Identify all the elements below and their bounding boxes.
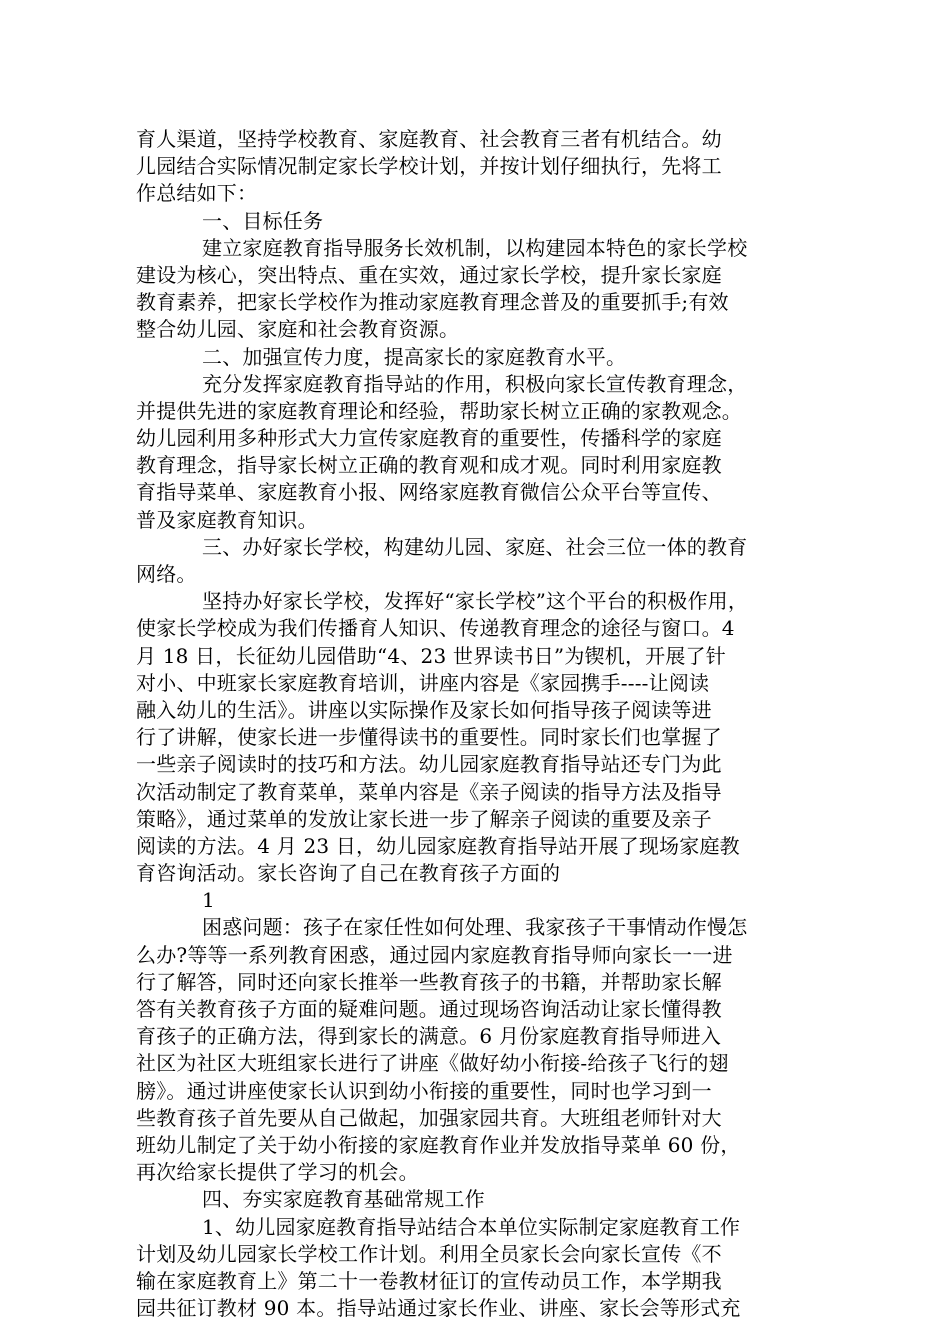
text-line: 四、夯实家庭教育基础常规工作 <box>202 1187 485 1212</box>
text-line: 策略》，通过菜单的发放让家长进一步了解亲子阅读的重要及亲子 <box>136 806 712 831</box>
text-line: 育咨询活动。家长咨询了自己在教育孩子方面的 <box>136 861 561 886</box>
text-line: 教育素养，把家长学校作为推动家庭教育理念普及的重要抓手;有效 <box>136 290 729 315</box>
text-line: 建设为核心，突出特点、重在实效，通过家长学校，提升家长家庭 <box>136 262 722 287</box>
text-line: 充分发挥家庭教育指导站的作用，积极向家长宣传教育理念， <box>202 371 748 396</box>
text-line: 园共征订教材 90 本。指导站通过家长作业、讲座、家长会等形式充 <box>136 1296 741 1321</box>
text-line: 儿园结合实际情况制定家长学校计划，并按计划仔细执行，先将工 <box>136 154 722 179</box>
text-line: 整合幼儿园、家庭和社会教育资源。 <box>136 317 460 342</box>
text-line: 行了讲解，使家长进一步懂得读书的重要性。同时家长们也掌握了 <box>136 725 722 750</box>
text-line: 育人渠道，坚持学校教育、家庭教育、社会教育三者有机结合。幼 <box>136 127 722 151</box>
text-line: 次活动制定了教育菜单，菜单内容是《亲子阅读的指导方法及指导 <box>136 779 722 804</box>
document-page <box>136 126 816 1322</box>
text-line: 育孩子的正确方法，得到家长的满意。6 月份家庭教育指导师进入 <box>136 1024 722 1049</box>
text-line: 作总结如下： <box>136 181 258 206</box>
text-line: 阅读的方法。4 月 23 日，幼儿园家庭教育指导站开展了现场家庭教 <box>136 833 740 858</box>
text-line: 融入幼儿的生活》。讲座以实际操作及家长如何指导孩子阅读等进 <box>136 697 712 722</box>
text-line: 再次给家长提供了学习的机会。 <box>136 1160 419 1185</box>
text-line: 并提供先进的家庭教育理论和经验，帮助家长树立正确的家教观念。 <box>136 398 742 423</box>
text-line: 对小、中班家长家庭教育培训，讲座内容是《家园携手----让阅读 <box>136 670 710 695</box>
text-line: 一、目标任务 <box>202 208 324 233</box>
text-line: 育指导菜单、家庭教育小报、网络家庭教育微信公众平台等宣传、 <box>136 480 722 505</box>
text-line: 二、加强宣传力度，提高家长的家庭教育水平。 <box>202 344 627 369</box>
text-line: 班幼儿制定了关于幼小衔接的家庭教育作业并发放指导菜单 60 份， <box>136 1132 741 1157</box>
text-line: 网络。 <box>136 562 197 586</box>
text-line: 行了解答，同时还向家长推举一些教育孩子的书籍，并帮助家长解 <box>136 969 722 994</box>
page-number: 1 <box>202 888 215 913</box>
text-line: 困惑问题：孩子在家任性如何处理、我家孩子干事情动作慢怎 <box>202 915 748 940</box>
text-line: 计划及幼儿园家长学校工作计划。利用全员家长会向家长宣传《不 <box>136 1241 722 1266</box>
text-line: 社区为社区大班组家长进行了讲座《做好幼小衔接-给孩子飞行的翅 <box>136 1051 729 1076</box>
text-line: 些教育孩子首先要从自己做起，加强家园共育。大班组老师针对大 <box>136 1105 722 1130</box>
text-line: 三、办好家长学校，构建幼儿园、家庭、社会三位一体的教育 <box>202 534 748 559</box>
text-line: 幼儿园利用多种形式大力宣传家庭教育的重要性，传播科学的家庭 <box>136 426 722 451</box>
text-line: 使家长学校成为我们传播育人知识、传递教育理念的途径与窗口。4 <box>136 616 735 641</box>
text-line: 教育理念，指导家长树立正确的教育观和成才观。同时利用家庭教 <box>136 453 722 478</box>
text-line: 坚持办好家长学校，发挥好“家长学校”这个平台的积极作用， <box>202 589 749 614</box>
text-line: 输在家庭教育上》第二十一卷教材征订的宣传动员工作，本学期我 <box>136 1268 722 1293</box>
text-line: 建立家庭教育指导服务长效机制，以构建园本特色的家长学校 <box>202 235 748 260</box>
text-line: 一些亲子阅读时的技巧和方法。幼儿园家庭教育指导站还专门为此 <box>136 752 722 777</box>
text-line: 1、幼儿园家庭教育指导站结合本单位实际制定家庭教育工作 <box>202 1214 741 1239</box>
text-line: 么办?等等一系列教育困惑，通过园内家庭教育指导师向家长一一进 <box>136 942 733 967</box>
text-line: 普及家庭教育知识。 <box>136 507 318 532</box>
text-line: 膀》。通过讲座使家长认识到幼小衔接的重要性，同时也学习到一 <box>136 1078 712 1103</box>
text-line: 月 18 日，长征幼儿园借助“4、23 世界读书日”为锲机，开展了针 <box>136 643 726 668</box>
text-line: 答有关教育孩子方面的疑难问题。通过现场咨询活动让家长懂得教 <box>136 997 722 1021</box>
